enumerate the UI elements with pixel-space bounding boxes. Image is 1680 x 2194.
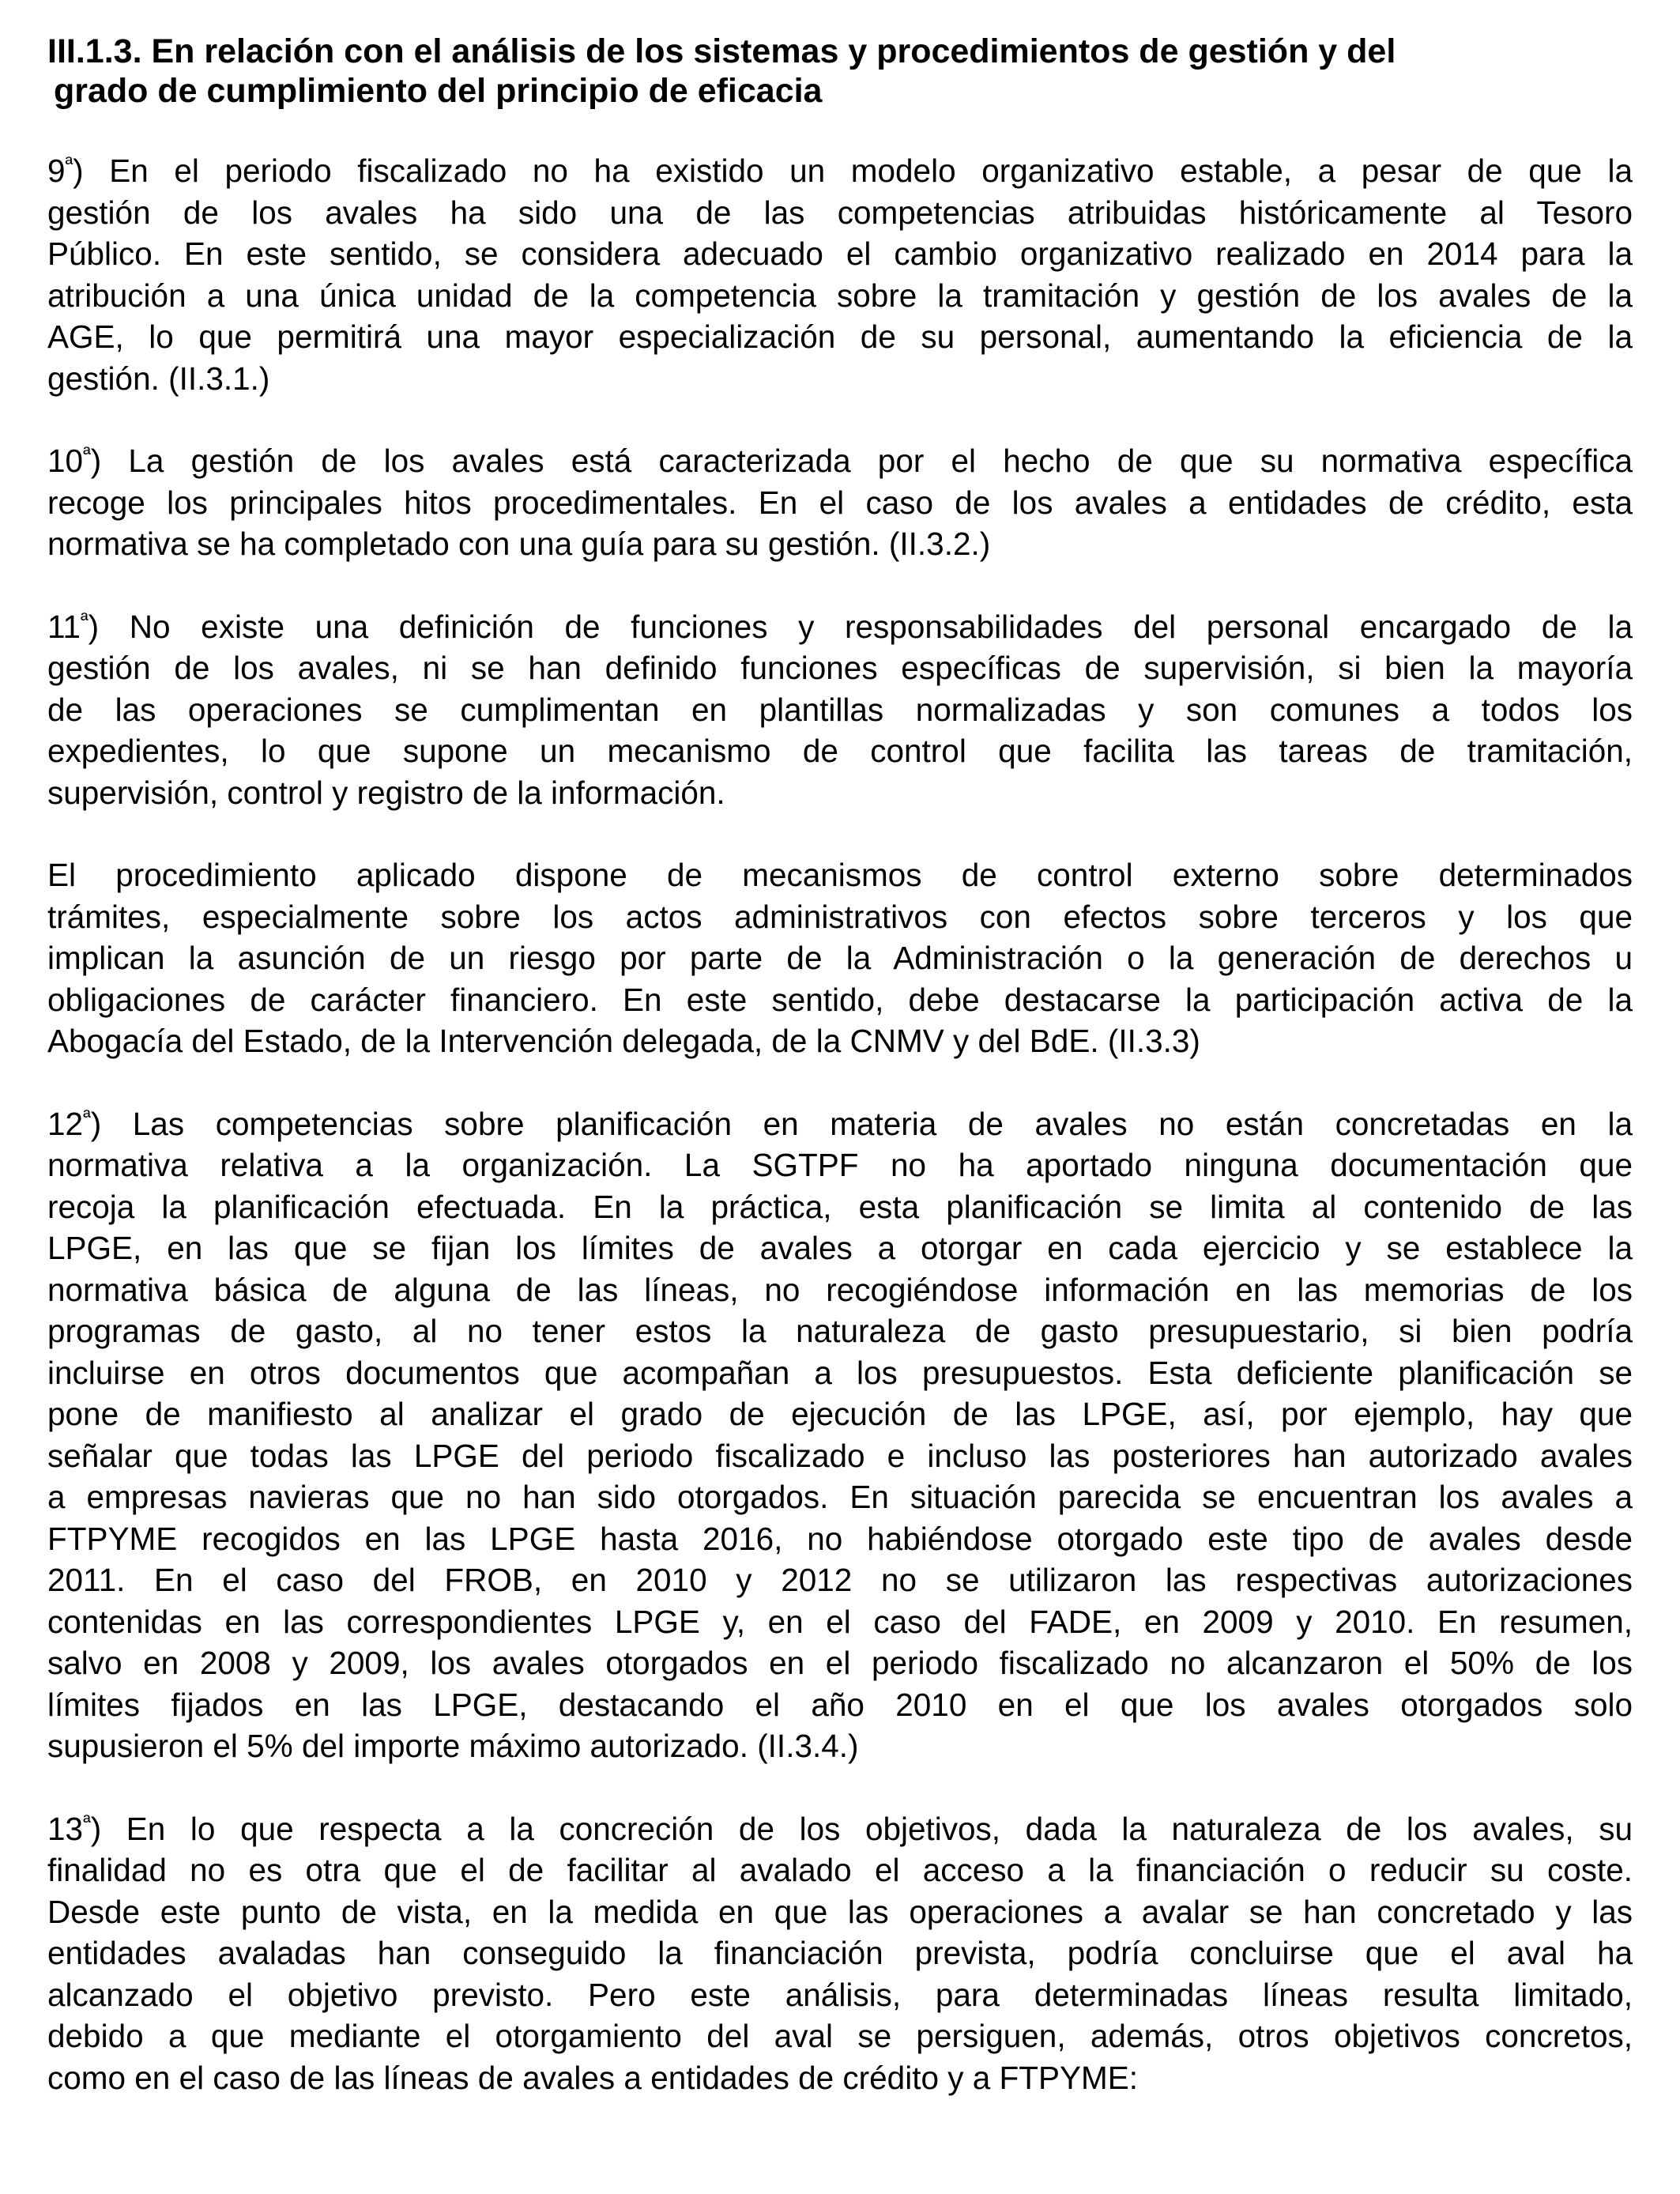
paragraph-line-text: ) En el periodo fiscalizado no ha existido un modelo organizativo estable, a pesar de que la: [73, 153, 1633, 189]
ordinal-indicator: ª: [81, 607, 89, 631]
paragraph-number: 11: [47, 608, 81, 645]
paragraph-line-text: gestión. (II.3.1.): [47, 360, 270, 397]
paragraph-line-text: atribución a una única unidad de la competencia sobre la tramitación y gestión de los avales de la: [47, 277, 1633, 314]
paragraph-line: [47, 689, 1633, 731]
paragraph-line: [47, 482, 1633, 524]
paragraph-line-text: supusieron el 5% del importe máximo autorizado. (II.3.4.): [47, 1728, 859, 1764]
paragraph-line: [47, 1518, 1633, 1560]
paragraph-line-text: normativa relativa a la organización. La SGTPF no ha aportado ninguna documentación que: [47, 1147, 1633, 1183]
paragraph-line: [47, 358, 1633, 400]
paragraph-line: [47, 1227, 1633, 1269]
paragraph-line: [47, 1352, 1633, 1394]
paragraph-line-text: FTPYME recogidos en las LPGE hasta 2016, no habiéndose otorgado este tipo de avales desde: [47, 1520, 1633, 1557]
conclusion-paragraph: [47, 606, 1633, 814]
paragraph-line-text: debido a que mediante el otorgamiento del aval se persiguen, además, otros objetivos concretos,: [47, 2018, 1633, 2054]
paragraph-line-text: recoja la planificación efectuada. En la práctica, esta planificación se limita al contenido de las: [47, 1188, 1633, 1225]
paragraph-line-text: gestión de los avales, ni se han definido funciones específicas de supervisión, si bien la mayoría: [47, 650, 1633, 686]
paragraph-line: [47, 730, 1633, 772]
conclusion-paragraph: [47, 150, 1633, 399]
paragraph-line: [47, 979, 1633, 1021]
paragraph-line-text: normativa básica de alguna de las líneas, no recogiéndose información en las memorias de los: [47, 1271, 1633, 1308]
paragraph-line-text: El procedimiento aplicado dispone de mecanismos de control externo sobre determinados: [47, 857, 1633, 893]
paragraph-line-text: programas de gasto, al no tener estos la naturaleza de gasto presupuestario, si bien podría: [47, 1313, 1633, 1349]
paragraph-line-text: de las operaciones se cumplimentan en plantillas normalizadas y son comunes a todos los: [47, 691, 1633, 728]
paragraph-line-text: gestión de los avales ha sido una de las competencias atribuidas históricamente al Tesoro: [47, 194, 1633, 231]
paragraph-list: [47, 150, 1633, 2098]
paragraph-line: [47, 1310, 1633, 1352]
paragraph-line-text: salvo en 2008 y 2009, los avales otorgados en el periodo fiscalizado no alcanzaron el 50% de los: [47, 1645, 1633, 1681]
paragraph-line: [47, 1808, 1633, 1850]
paragraph-line: [47, 1393, 1633, 1435]
paragraph-line-text: supervisión, control y registro de la información.: [47, 774, 725, 811]
paragraph-line: [47, 1725, 1633, 1767]
paragraph-line: [47, 1601, 1633, 1643]
paragraph-line: [47, 606, 1633, 648]
paragraph-line-text: límites fijados en las LPGE, destacando el año 2010 en el que los avales otorgados solo: [47, 1686, 1633, 1723]
paragraph-line: [47, 150, 1633, 192]
paragraph-line: [47, 316, 1633, 358]
paragraph-line-text: 2011. En el caso del FROB, en 2010 y 2012 no se utilizaron las respectivas autorizaciones: [47, 1562, 1633, 1598]
paragraph-line: [47, 1435, 1633, 1477]
paragraph-line: [47, 1103, 1633, 1145]
paragraph-line: [47, 772, 1633, 814]
ordinal-indicator: ª: [65, 152, 73, 175]
paragraph-line-text: Abogacía del Estado, de la Intervención delegada, de la CNMV y del BdE. (II.3.3): [47, 1023, 1200, 1059]
paragraph-line-text: ) En lo que respecta a la concreción de los objetivos, dada la naturaleza de los avales, su: [90, 1810, 1633, 1847]
paragraph-line-text: implican la asunción de un riesgo por parte de la Administración o la generación de derechos u: [47, 940, 1633, 976]
paragraph-line: [47, 275, 1633, 317]
paragraph-line: [47, 937, 1633, 979]
paragraph-line: [47, 1932, 1633, 1974]
paragraph-line-text: pone de manifiesto al analizar el grado de ejecución de las LPGE, así, por ejemplo, hay que: [47, 1396, 1633, 1432]
paragraph-line-text: Público. En este sentido, se considera adecuado el cambio organizativo realizado en 2014 para la: [47, 236, 1633, 272]
paragraph-line: [47, 1186, 1633, 1228]
paragraph-line: [47, 854, 1633, 896]
paragraph-number: 9: [47, 153, 66, 189]
paragraph-line-text: a empresas navieras que no han sido otorgados. En situación parecida se encuentran los avales a: [47, 1479, 1633, 1515]
paragraph-line: [47, 2057, 1633, 2099]
paragraph-line-text: incluirse en otros documentos que acompañan a los presupuestos. Esta deficiente planificación se: [47, 1354, 1633, 1391]
paragraph-number: 13: [47, 1810, 84, 1847]
conclusion-paragraph: [47, 854, 1633, 1062]
paragraph-line: [47, 1849, 1633, 1891]
paragraph-line-text: ) La gestión de los avales está caracterizada por el hecho de que su normativa específica: [90, 443, 1633, 479]
paragraph-line-text: contenidas en las correspondientes LPGE y, en el caso del FADE, en 2009 y 2010. En resumen,: [47, 1603, 1633, 1640]
paragraph-number: 10: [47, 443, 84, 479]
paragraph-line: [47, 1144, 1633, 1186]
paragraph-line-text: expedientes, lo que supone un mecanismo de control que facilita las tareas de tramitación,: [47, 733, 1633, 769]
paragraph-line: [47, 440, 1633, 482]
paragraph-line: [47, 1269, 1633, 1311]
paragraph-line: [47, 1020, 1633, 1062]
ordinal-indicator: ª: [83, 1104, 91, 1129]
paragraph-line-text: como en el caso de las líneas de avales a entidades de crédito y a FTPYME:: [47, 2059, 1139, 2096]
section-heading: [47, 32, 1633, 111]
section-heading-line-1: III.1.3. En relación con el análisis de los sistemas y procedimientos de gestión y del: [47, 32, 1396, 70]
document-page: [47, 32, 1633, 2139]
paragraph-line-text: normativa se ha completado con una guía para su gestión. (II.3.2.): [47, 526, 991, 562]
conclusion-paragraph: [47, 440, 1633, 565]
paragraph-line-text: ) No existe una definición de funciones y responsabilidades del personal encargado de la: [88, 608, 1633, 645]
paragraph-line-text: alcanzado el objetivo previsto. Pero este análisis, para determinadas líneas resulta limitado,: [47, 1976, 1633, 2013]
conclusion-paragraph: [47, 1808, 1633, 2099]
paragraph-line-text: Desde este punto de vista, en la medida en que las operaciones a avalar se han concretado y las: [47, 1893, 1633, 1930]
ordinal-indicator: ª: [83, 442, 91, 466]
ordinal-indicator: ª: [83, 1809, 91, 1834]
paragraph-line-text: entidades avaladas han conseguido la financiación prevista, podría concluirse que el aval ha: [47, 1935, 1633, 1971]
paragraph-line: [47, 1684, 1633, 1726]
paragraph-line: [47, 2015, 1633, 2057]
paragraph-line-text: LPGE, en las que se fijan los límites de avales a otorgar en cada ejercicio y se establece la: [47, 1230, 1633, 1266]
paragraph-line-text: finalidad no es otra que el de facilitar al avalado el acceso a la financiación o reducir su coste.: [47, 1852, 1633, 1888]
paragraph-line: [47, 523, 1633, 565]
conclusion-paragraph: [47, 1103, 1633, 1767]
paragraph-line: [47, 1642, 1633, 1684]
section-heading-line-2: grado de cumplimiento del principio de eficacia: [54, 72, 823, 110]
paragraph-line: [47, 1559, 1633, 1601]
paragraph-line-text: ) Las competencias sobre planificación en materia de avales no están concretadas en la: [90, 1105, 1633, 1142]
paragraph-line: [47, 233, 1633, 275]
paragraph-number: 12: [47, 1105, 84, 1142]
paragraph-line-text: obligaciones de carácter financiero. En este sentido, debe destacarse la participación activa de la: [47, 981, 1633, 1018]
paragraph-line: [47, 1974, 1633, 2016]
paragraph-line-text: señalar que todas las LPGE del periodo fiscalizado e incluso las posteriores han autorizado avales: [47, 1437, 1633, 1474]
paragraph-line-text: trámites, especialmente sobre los actos administrativos con efectos sobre terceros y los que: [47, 898, 1633, 935]
paragraph-line-text: AGE, lo que permitirá una mayor especialización de su personal, aumentando la eficiencia de la: [47, 319, 1633, 355]
paragraph-line-text: recoge los principales hitos procedimentales. En el caso de los avales a entidades de crédito, esta: [47, 484, 1633, 521]
paragraph-line: [47, 192, 1633, 234]
paragraph-line: [47, 647, 1633, 689]
paragraph-line: [47, 1891, 1633, 1933]
paragraph-line: [47, 1476, 1633, 1518]
paragraph-line: [47, 896, 1633, 938]
